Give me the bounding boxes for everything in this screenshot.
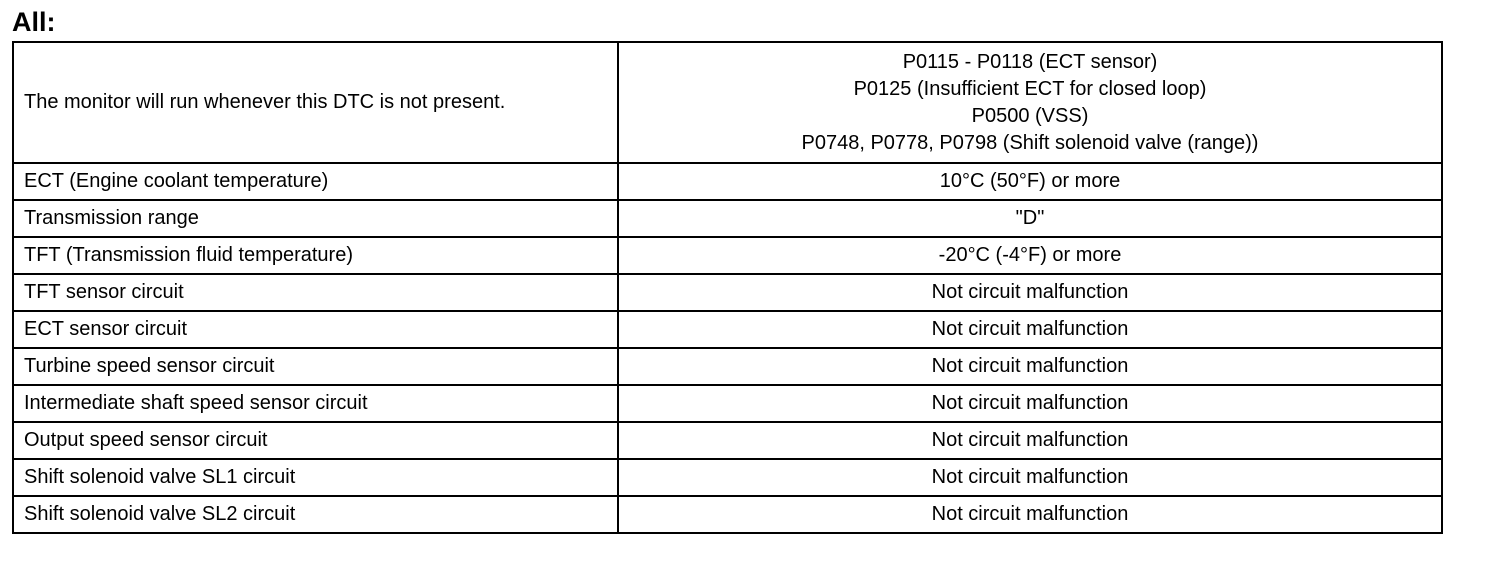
condition-value: Not circuit malfunction: [618, 422, 1442, 459]
condition-value: Not circuit malfunction: [618, 348, 1442, 385]
dtc-item: P0125 (Insufficient ECT for closed loop): [853, 77, 1207, 100]
condition-value: Not circuit malfunction: [618, 496, 1442, 533]
table-row-dtc-absence: [13, 42, 1442, 163]
table-row: [13, 200, 1442, 237]
condition-value: -20°C (-4°F) or more: [618, 237, 1442, 274]
condition-label: Shift solenoid valve SL2 circuit: [13, 496, 618, 533]
dtc-item: P0748, P0778, P0798 (Shift solenoid valve (range)): [801, 131, 1259, 154]
condition-value: "D": [618, 200, 1442, 237]
section-heading: All:: [12, 7, 56, 37]
condition-label: ECT sensor circuit: [13, 311, 618, 348]
condition-value: Not circuit malfunction: [618, 385, 1442, 422]
table-row: [13, 459, 1442, 496]
dtc-item: P0115 - P0118 (ECT sensor): [902, 50, 1158, 73]
table-row: [13, 311, 1442, 348]
table-row: [13, 163, 1442, 200]
condition-value: Not circuit malfunction: [618, 311, 1442, 348]
table-row: [13, 348, 1442, 385]
condition-label: TFT (Transmission fluid temperature): [13, 237, 618, 274]
table-row: [13, 385, 1442, 422]
condition-value: 10°C (50°F) or more: [618, 163, 1442, 200]
table-row: [13, 496, 1442, 533]
condition-label: Output speed sensor circuit: [13, 422, 618, 459]
table-row: [13, 422, 1442, 459]
condition-label: TFT sensor circuit: [13, 274, 618, 311]
condition-value: Not circuit malfunction: [618, 459, 1442, 496]
condition-label: Shift solenoid valve SL1 circuit: [13, 459, 618, 496]
condition-value: Not circuit malfunction: [618, 274, 1442, 311]
table-row: [13, 237, 1442, 274]
condition-label: Intermediate shaft speed sensor circuit: [13, 385, 618, 422]
condition-label: The monitor will run whenever this DTC is not present.: [13, 42, 618, 163]
condition-label: Turbine speed sensor circuit: [13, 348, 618, 385]
condition-label: Transmission range: [13, 200, 618, 237]
monitor-conditions-table: [12, 41, 1443, 534]
dtc-item: P0500 (VSS): [971, 104, 1089, 127]
dtc-list-cell: [618, 42, 1442, 163]
condition-label: ECT (Engine coolant temperature): [13, 163, 618, 200]
table-row: [13, 274, 1442, 311]
